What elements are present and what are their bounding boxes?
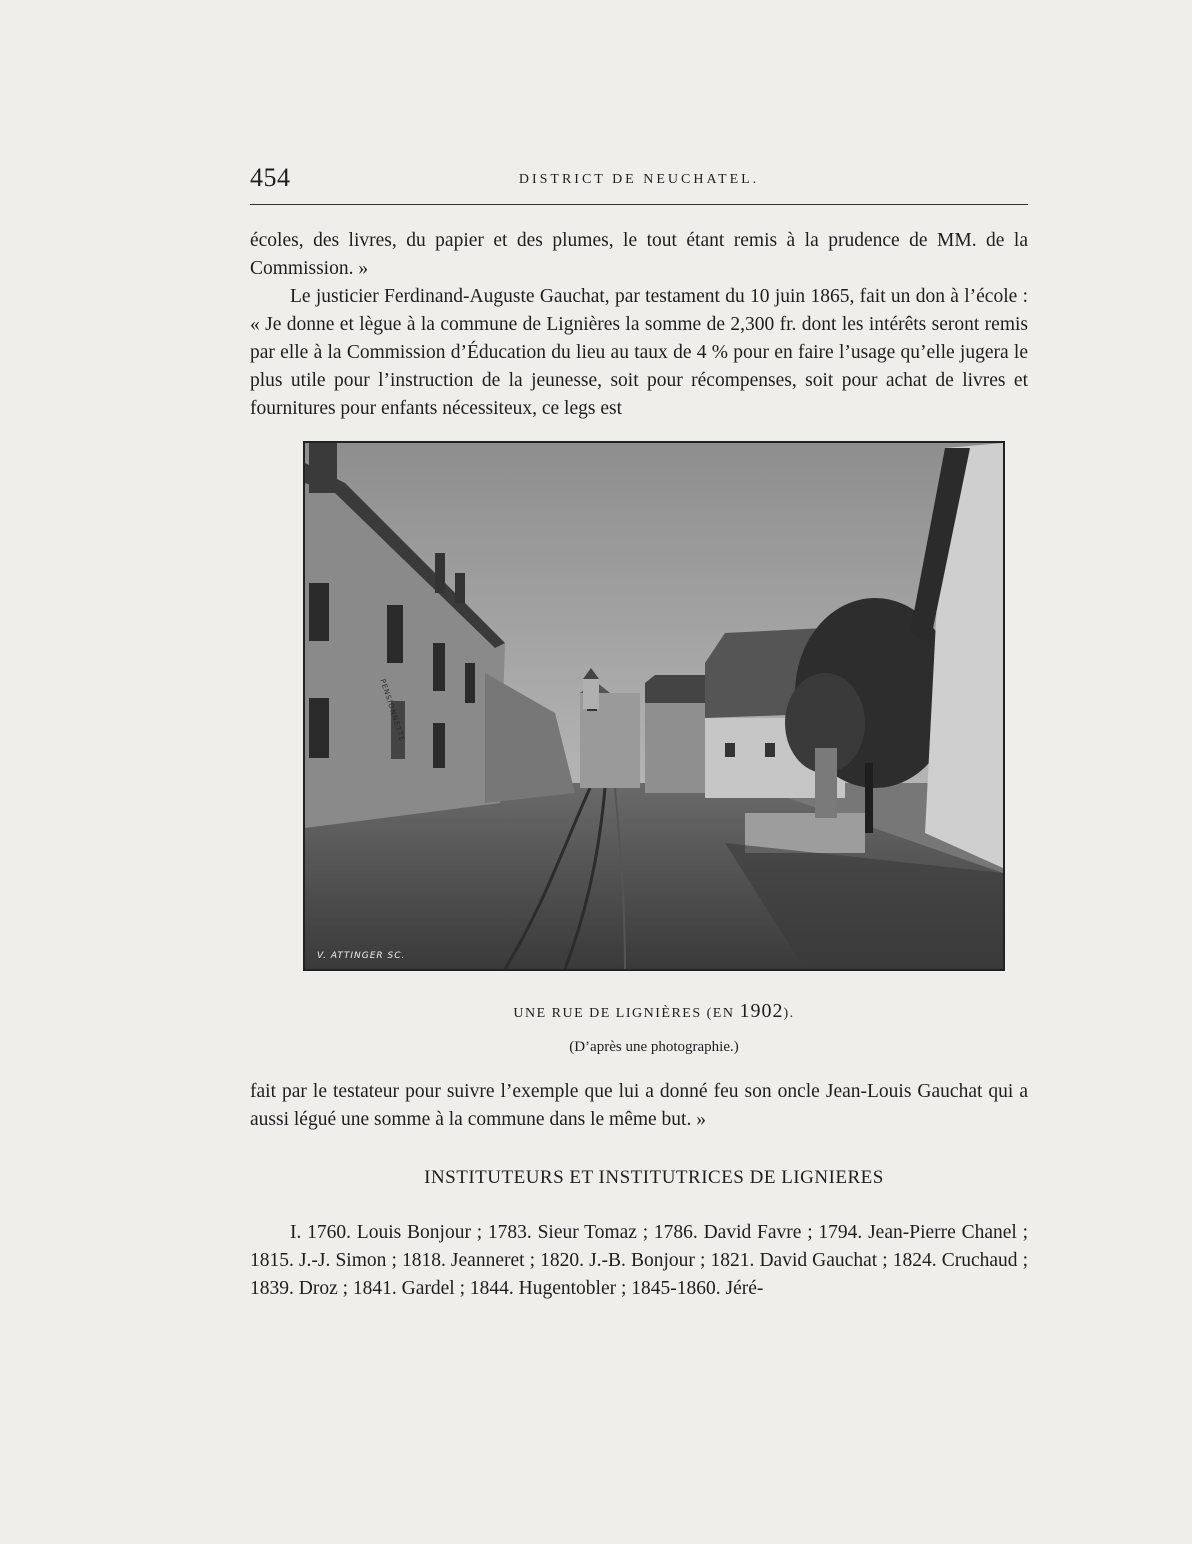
paragraph-gauchat-testament: Le justicier Ferdinand-Auguste Gauchat, par testament du 10 juin 1865, fait un don à l’école : « Je donne et lègue à la commune de Lignières la somme de 2,300 fr. dont les intérêts seront remis par elle à la Commission d’Éducation du lieu au taux de 4 % pour en faire l’usage qu’elle jugera le plus utile pour l’instruction de la jeunesse, soit pour récompenses, soit pour achat de livres et fournitures pour enfants nécessiteux, ce legs est [250, 286, 1028, 419]
photograph-illustration [305, 443, 1003, 969]
shop-sign-text: PENSIONNETTE [378, 678, 407, 743]
paragraph-continuation: fait par le testateur pour suivre l’exemple que lui a donné feu son oncle Jean-Louis Gauchat qui a aussi légué une somme à la commune dans le même but. » [250, 1081, 1028, 1130]
figure-subcaption: (D’après une photographie.) [569, 1039, 739, 1055]
caption-text: UNE RUE DE LIGNIÈRES (EN [513, 1006, 740, 1021]
teachers-paragraph: I. 1760. Louis Bonjour ; 1783. Sieur Tomaz ; 1786. David Favre ; 1794. Jean-Pierre Chanel ; 1815. J.-J. Simon ; 1818. Jeanneret ; 1820. J.-B. Bonjour ; 1821. David Gauchat ; 1824. Cruchaud ; 1839. Droz ; 1841. Gardel ; 1844. Hugentobler ; 1845-1860. Jéré- [250, 1222, 1028, 1299]
teachers-list [250, 1219, 1028, 1303]
running-title: DISTRICT DE NEUCHATEL. [518, 172, 760, 187]
engraver-signature: V. ATTINGER SC. [317, 951, 406, 961]
text-block-top [250, 227, 1028, 423]
page-number: 454 [250, 163, 291, 192]
text-block-bottom [250, 1078, 1028, 1134]
caption-year: 1902 [739, 1000, 784, 1022]
header-rule [250, 204, 1028, 205]
section-title: INSTITUTEURS ET INSTITUTRICES DE LIGNIERES [424, 1167, 884, 1188]
street-photograph [303, 441, 1005, 971]
paragraph-continued: écoles, des livres, du papier et des plumes, le tout étant remis à la prudence de MM. de la Commission. » [250, 230, 1028, 279]
caption-close: ). [783, 1006, 795, 1021]
figure-caption [250, 1000, 1058, 1023]
